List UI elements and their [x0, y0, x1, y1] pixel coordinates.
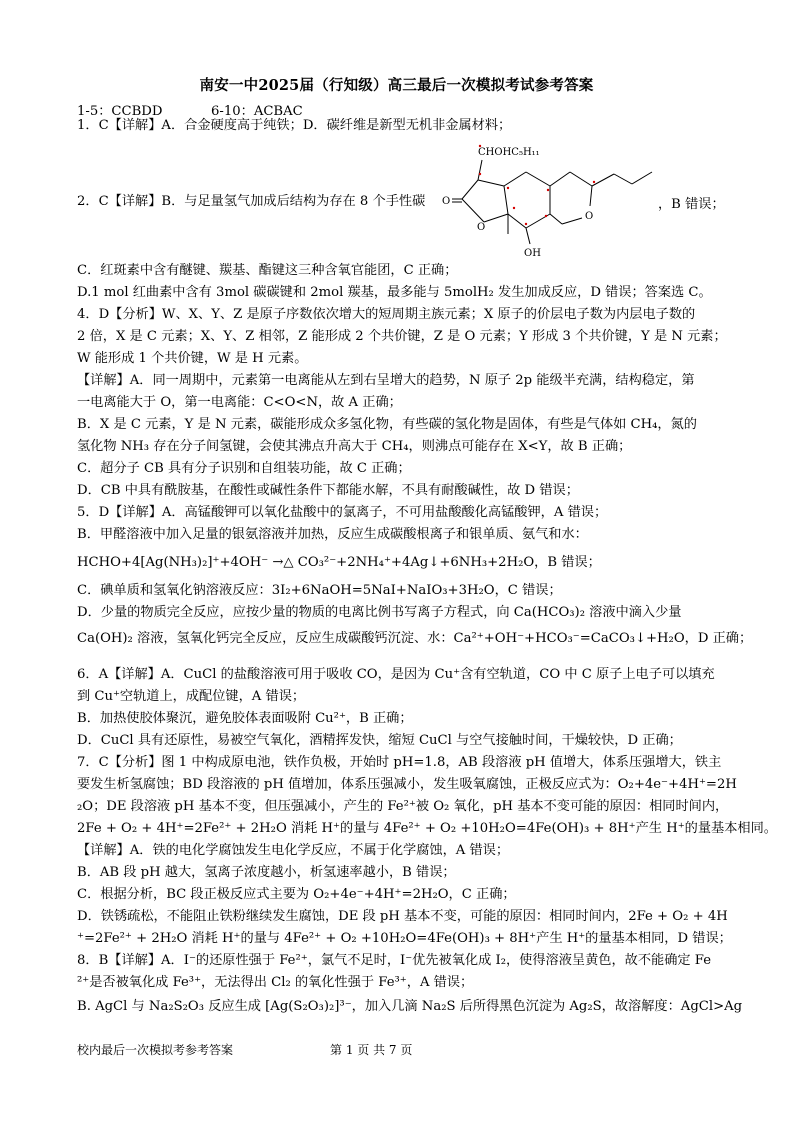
text-line: ₂O；DE 段溶液 pH 基本不变，但压强减小，产生的 Fe²⁺被 O₂ 氧化，pH 基本不变可能的原因：相同时间内， [77, 799, 729, 814]
text-line: 到 Cu⁺空轨道上，成配位键，A 错误； [77, 689, 306, 704]
chiral-mark [479, 145, 481, 147]
text-line: 要发生析氢腐蚀；BD 段溶液的 pH 值增加，体系压强减小，发生吸氧腐蚀，正极反应式为：O₂+4e⁻+4H⁺=2H [77, 777, 737, 792]
answers-6-10: 6-10：ACBAC [211, 104, 303, 119]
text-line: B．X 是 C 元素，Y 是 N 元素，碳能形成众多氢化物，有些碳的氢化物是固体，有些是气体如 CH₄，氮的 [77, 417, 697, 432]
ring-o2-label: O [585, 211, 594, 222]
chiral-mark [479, 173, 481, 175]
chiral-carbon-structure [422, 140, 658, 260]
text-line: D．铁锈疏松，不能阻止铁粉继续发生腐蚀，DE 段 pH 基本不变，可能的原因：相同时间内，2Fe + O₂ + 4H [77, 909, 728, 924]
footer-left: 校内最后一次模拟考参考答案 [77, 1043, 234, 1057]
text-line: D.1 mol 红曲素中含有 3mol 碳碳键和 2mol 羰基，最多能与 5molH₂ 发生加成反应，D 错误；答案选 C。 [77, 285, 712, 300]
text-line: B．甲醛溶液中加入足量的银氨溶液并加热，反应生成碳酸根离子和银单质、氨气和水： [77, 527, 588, 542]
text-line-tail: ，B 错误； [658, 197, 725, 212]
text-line: D．少量的物质完全反应，应按少量的物质的电离比例书写离子方程式，向 Ca(HCO₃)₂ 溶液中滴入少量 [77, 605, 682, 620]
chiral-mark [507, 187, 509, 189]
text-line: 2．C【详解】B．与足量氢气加成后结构为存在 8 个手性碳 [77, 194, 426, 209]
text-line: 氢化物 NH₃ 存在分子间氢键，会使其沸点升高大于 CH₄，则沸点可能存在 X<Y，故 B 正确； [77, 439, 632, 454]
text-line: 6．A【详解】A．CuCl 的盐酸溶液可用于吸收 CO，是因为 Cu⁺含有空轨道，CO 中 C 原子上电子可以填充 [77, 667, 715, 682]
text-line: 8．B【详解】A．I⁻的还原性强于 Fe²⁺，氯气不足时，I⁻优先被氧化成 I₂，使得溶液呈黄色，故不能确定 Fe [77, 953, 712, 968]
text-line: 一电离能大于 O，第一电离能：C<O<N，故 A 正确； [77, 395, 402, 410]
side-chain-label: CHOHC₅H₁₁ [478, 147, 540, 158]
text-line: 7．C【分析】图 1 中构成原电池，铁作负极，开始时 pH=1.8，AB 段溶液 pH 值增大，体系压强增大，铁主 [77, 755, 722, 770]
carbonyl-o-label: O [442, 196, 451, 207]
answers-1-5: 1-5：CCBDD [77, 104, 163, 119]
equation-line: HCHO+4[Ag(NH₃)₂]⁺+4OH⁻ →△ CO₃²⁻+2NH₄⁺+4Ag↓+6NH₃+2H₂O，B 错误； [77, 555, 601, 570]
text-line: C．红斑素中含有醚键、羰基、酯键这三种含氧官能团，C 正确； [77, 263, 458, 278]
text-line: C．根据分析，BC 段正极反应式主要为 O₂+4e⁻+4H⁺=2H₂O，C 正确； [77, 887, 516, 902]
chiral-mark [593, 181, 595, 183]
text-line: W 能形成 1 个共价键，W 是 H 元素。 [77, 351, 308, 366]
chiral-mark [525, 223, 527, 225]
text-line: C．碘单质和氢氧化钠溶液反应：3I₂+6NaOH=5NaI+NaIO₃+3H₂O，C 错误； [77, 583, 562, 598]
text-line: C．超分子 CB 具有分子识别和自组装功能，故 C 正确； [77, 461, 411, 476]
text-line: 2 倍，X 是 C 元素；X、Y、Z 相邻，Z 能形成 2 个共价键，Z 是 O 元素；Y 形成 3 个共价键，Y 是 N 元素； [77, 329, 727, 344]
page-title: 南安一中2025届（行知级）高三最后一次模拟考试参考答案 [199, 77, 594, 94]
text-line: D．CB 中具有酰胺基，在酸性或碱性条件下都能水解，不具有耐酸碱性，故 D 错误； [77, 483, 579, 498]
chiral-mark [547, 189, 549, 191]
text-line: 【详解】A．同一周期中，元素第一电离能从左到右呈增大的趋势，N 原子 2p 能级半充满，结构稳定，第 [77, 373, 695, 388]
oh-label: OH [524, 248, 541, 259]
text-line: 5．D【详解】A．高锰酸钾可以氧化盐酸中的氯离子，不可用盐酸酸化高锰酸钾，A 错误； [77, 505, 608, 520]
text-line: B. AgCl 与 Na₂S₂O₃ 反应生成 [Ag(S₂O₃)₂]³⁻，加入几滴 Na₂S 后所得黑色沉淀为 Ag₂S，故溶解度：AgCl>Ag [77, 999, 743, 1014]
ring-o1-label: O [477, 222, 486, 233]
text-line: B．加热使胶体聚沉，避免胶体表面吸附 Cu²⁺，B 正确； [77, 711, 413, 726]
chiral-mark [545, 215, 547, 217]
text-line: B．AB 段 pH 越大，氢离子浓度越小，析氢速率越小，B 错误； [77, 865, 456, 880]
text-line: D．CuCl 具有还原性，易被空气氧化，酒精挥发快，缩短 CuCl 与空气接触时间，干燥较快，D 正确； [77, 733, 682, 748]
text-line: 1．C【详解】A．合金硬度高于纯铁；D．碳纤维是新型无机非金属材料； [77, 118, 512, 133]
page-number: 第 1 页 共 7 页 [330, 1043, 413, 1057]
text-line: 4．D【分析】W、X、Y、Z 是原子序数依次增大的短周期主族元素；X 原子的价层电子数为内层电子数的 [77, 307, 696, 322]
text-line: Ca(OH)₂ 溶液，氢氧化钙完全反应，反应生成碳酸钙沉淀、水：Ca²⁺+OH⁻+HCO₃⁻=CaCO₃↓+H₂O，D 正确； [77, 631, 753, 646]
text-line: ⁺=2Fe²⁺ + 2H₂O 消耗 H⁺的量与 4Fe²⁺ + O₂ +10H₂O=4Fe(OH)₃ + 8H⁺产生 H⁺的量基本相同，D 错误； [77, 931, 732, 946]
chiral-mark [513, 207, 515, 209]
text-line: 【详解】A．铁的电化学腐蚀发生电化学反应，不属于化学腐蚀，A 错误； [77, 843, 510, 858]
text-line: 2Fe + O₂ + 4H⁺=2Fe²⁺ + 2H₂O 消耗 H⁺的量与 4Fe²⁺ + O₂ +10H₂O=4Fe(OH)₃ + 8H⁺产生 H⁺的量基本相同。 [77, 821, 777, 836]
text-line: ²⁺是否被氧化成 Fe³⁺，无法得出 Cl₂ 的氧化性强于 Fe³⁺，A 错误； [77, 975, 474, 990]
